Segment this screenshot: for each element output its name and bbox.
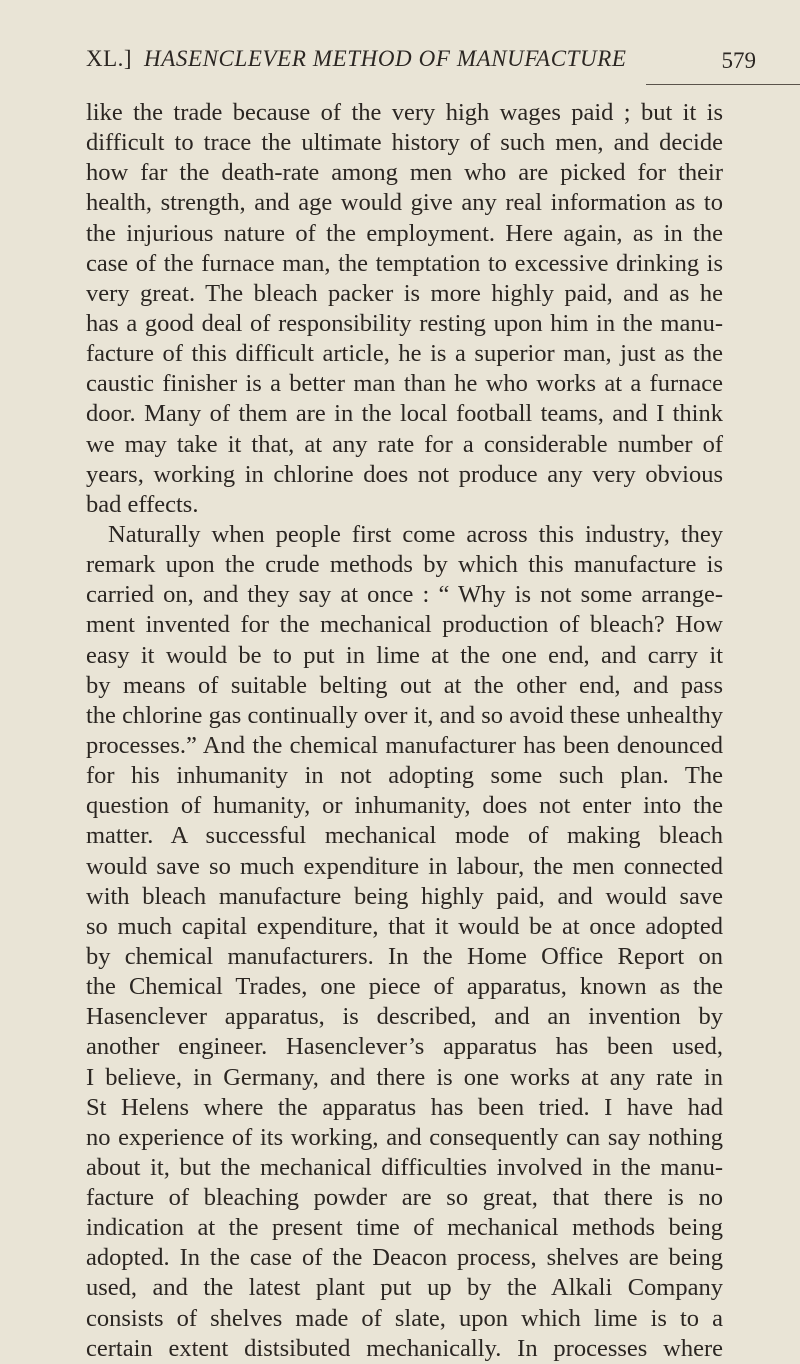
text-line: ment invented for the mechanical production of bleach? How: [86, 611, 723, 639]
text-line: no experience of its working, and consequently can say nothing: [86, 1123, 723, 1151]
text-line: St Helens where the apparatus has been tried. I have had: [86, 1093, 723, 1121]
text-line: years, working in chlorine does not produce any very obvious: [86, 460, 723, 488]
text-line: facture of bleaching powder are so great, that there is no: [86, 1184, 723, 1212]
text-line: case of the furnace man, the temptation to excessive drinking is: [86, 249, 723, 277]
text-line: for his inhumanity in not adopting some such plan. The: [86, 762, 723, 790]
text-line: how far the death-rate among men who are picked for their: [86, 159, 723, 187]
text-line: another engineer. Hasenclever’s apparatus has been used,: [86, 1033, 723, 1061]
text-line: about it, but the mechanical difficulties involved in the manu-: [86, 1153, 723, 1181]
chapter-number: XL.]: [86, 46, 133, 71]
text-line: health, strength, and age would give any real information as to: [86, 189, 723, 217]
running-head: [86, 46, 756, 78]
running-title: HASENCLEVER METHOD OF MANUFACTURE: [144, 46, 627, 71]
text-line: with bleach manufacture being highly paid, and would save: [86, 882, 723, 910]
text-line: question of humanity, or inhumanity, does not enter into the: [86, 792, 723, 820]
text-line: by means of suitable belting out at the other end, and pass: [86, 671, 723, 699]
text-line: certain extent distsibuted mechanically. In processes where: [86, 1334, 723, 1362]
body-text: [86, 98, 723, 1364]
text-line: matter. A successful mechanical mode of making bleach: [86, 822, 723, 850]
text-line: like the trade because of the very high wages paid ; but it is: [86, 99, 723, 126]
text-line: Naturally when people first come across this industry, they: [108, 520, 723, 548]
page-number: 579: [721, 48, 756, 73]
text-line: has a good deal of responsibility resting upon him in the manu-: [86, 309, 723, 337]
text-line: facture of this difficult article, he is a superior man, just as the: [86, 340, 723, 368]
text-line: the Chemical Trades, one piece of apparatus, known as the: [86, 973, 723, 1001]
text-line: we may take it that, at any rate for a considerable number of: [86, 430, 723, 458]
paragraph: [86, 520, 723, 1364]
text-line: the chlorine gas continually over it, and so avoid these unhealthy: [86, 701, 723, 729]
text-line: so much capital expenditure, that it would be at once adopted: [86, 912, 723, 940]
text-line: the injurious nature of the employment. Here again, as in the: [86, 219, 723, 247]
text-line: consists of shelves made of slate, upon which lime is to a: [86, 1304, 723, 1332]
header-rule: [646, 84, 800, 85]
text-line: I believe, in Germany, and there is one works at any rate in: [86, 1063, 723, 1091]
text-line: indication at the present time of mechanical methods being: [86, 1214, 723, 1242]
text-line: processes.” And the chemical manufacturer has been denounced: [86, 731, 723, 759]
text-line: caustic finisher is a better man than he who works at a furnace: [86, 370, 723, 398]
text-line: remark upon the crude methods by which this manufacture is: [86, 551, 723, 579]
text-line: door. Many of them are in the local football teams, and I think: [86, 400, 723, 428]
text-line: would save so much expenditure in labour, the men connected: [86, 852, 723, 880]
text-line: easy it would be to put in lime at the one end, and carry it: [86, 641, 723, 669]
text-line: very great. The bleach packer is more highly paid, and as he: [86, 279, 723, 307]
text-line: difficult to trace the ultimate history of such men, and decide: [86, 129, 723, 157]
text-line: used, and the latest plant put up by the Alkali Company: [86, 1274, 723, 1302]
text-line: by chemical manufacturers. In the Home Office Report on: [86, 942, 723, 970]
text-line: carried on, and they say at once : “ Why is not some arrange-: [86, 581, 723, 609]
text-line: Hasenclever apparatus, is described, and an invention by: [86, 1003, 723, 1031]
text-line: bad effects.: [86, 490, 199, 518]
text-line: adopted. In the case of the Deacon process, shelves are being: [86, 1244, 723, 1272]
paragraph: [86, 98, 723, 520]
